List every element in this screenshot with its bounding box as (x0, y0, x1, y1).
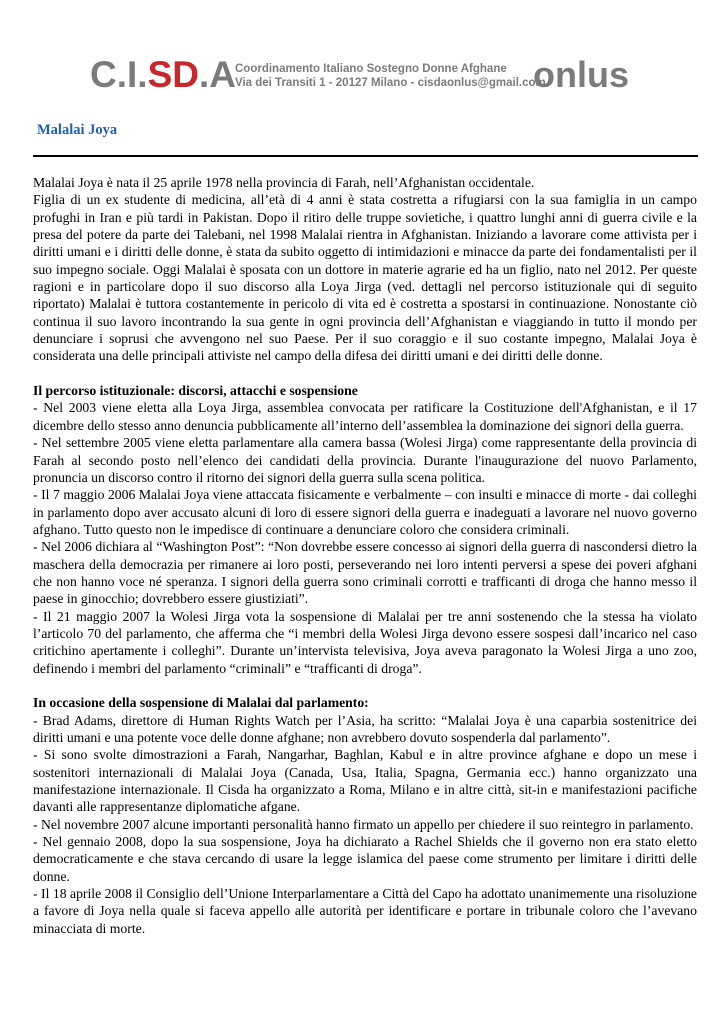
intro-paragraph: Figlia di un ex studente di medicina, all’età di 4 anni è stata costretta a rifugiarsi con la sua famiglia in un campo profughi in Iran e più tardi in Pakistan. Dopo il ritiro delle truppe sovietiche, i quattro lunghi anni di guerra civile e la presa del potere da parte dei Talebani, nel 1998 Malalai rientra in Afghanistan. Iniziando a lavorare come attivista per i diritti umani e i diritti delle donne, è stata da subito oggetto di intimidazioni e minacce da parte dei fondamentalisti per il suo impegno sociale. Oggi Malalai è sposata con un dottore in materie agrarie ed ha un figlio, nato nel 2012. Per queste ragioni e in particolare dopo il suo discorso alla Loya Jirga (ved. dettagli nel percorso istituzionale qui di seguito riportato) Malalai è tuttora costantemente in pericolo di vita ed è costretta a spostarsi in continuazione. Nonostante ciò continua il suo lavoro incontrando la sua gente in ogni provincia dell’Afghanistan e viaggiando in tutto il mondo per denunciare i soprusi che avvengono nel suo Paese. Per il suo coraggio e il suo costante impegno, Malalai Joya è considerata una delle principali attiviste nel campo della difesa dei diritti umani e dei diritti delle donne. (33, 192, 697, 364)
letterhead (90, 52, 650, 102)
org-info (235, 62, 546, 90)
list-item: - Il 7 maggio 2006 Malalai Joya viene attaccata fisicamente e verbalmente – con insulti e minacce di morte - dai colleghi in parlamento dopo aver accusato alcuni di loro di essere signori della guerra e inadeguati a lavorare nel nuovo governo afghano. Tutto questo non le impedisce di continuare a denunciare coloro che considera criminali. (33, 487, 697, 537)
cisda-logo (90, 54, 236, 96)
page-title: Malalai Joya (37, 122, 118, 138)
title-divider (33, 155, 698, 157)
list-item: - Nel settembre 2005 viene eletta parlamentare alla camera bassa (Wolesi Jirga) come rappresentante della provincia di Farah al secondo posto nell’elenco dei candidati della provincia. Durante l'inaugurazione del nuovo Parlamento, pronuncia un discorso contro il ritorno dei signori della guerra sulla scena politica. (33, 435, 697, 485)
list-item: - Nel 2003 viene eletta alla Loya Jirga, assemblea convocata per ratificare la Costituzione dell'Afghanistan, e il 17 dicembre dello stesso anno denuncia pubblicamente all’interno dell’assemblea la dominazione dei signori della guerra. (33, 400, 697, 433)
org-name: Coordinamento Italiano Sostegno Donne Afghane (235, 63, 507, 75)
paragraph-gap (33, 365, 697, 382)
document-body (33, 174, 697, 937)
list-item: - Brad Adams, direttore di Human Rights Watch per l’Asia, ha scritto: “Malalai Joya è una caparbia sostenitrice dei diritti umani e una potente voce delle donne afghane; non avrebbero dovuto sospenderla dal parlamento”. (33, 712, 697, 745)
onlus-mark: onlus (533, 54, 629, 95)
paragraph-gap (33, 677, 697, 694)
list-item: - Nel novembre 2007 alcune importanti personalità hanno firmato un appello per chiedere il suo reintegro in parlamento. (33, 816, 694, 832)
list-item: - Il 18 aprile 2008 il Consiglio dell’Unione Interparlamentare a Città del Capo ha adottato unanimemente una risoluzione a favore di Joya nella quale si faceva appello alle autorità per identificare e portare in tribunale coloro che l’avevano minacciata di morte. (33, 886, 697, 936)
list-item: - Nel gennaio 2008, dopo la sua sospensione, Joya ha dichiarato a Rachel Shields che il governo non era stato eletto democraticamente e che stava cercando di usare la legge islamica del paese come strumento per limitare i diritti delle donne. (33, 834, 697, 884)
logo-prefix: C.I. (90, 54, 148, 95)
logo-red-mark: SD (147, 54, 199, 95)
logo-suffix: .A (198, 54, 236, 95)
org-address: Via dei Transiti 1 - 20127 Milano - cisdaonlus@gmail.com (235, 77, 546, 89)
list-item: - Nel 2006 dichiara al “Washington Post”: “Non dovrebbe essere concesso ai signori della guerra di nascondersi dietro la maschera della democrazia per rimanere ai loro posti, perseverando nei loro intenti perversi a spese dei poveri afghani che non hanno voce né speranza. I signori della guerra sono criminali corrotti e trafficanti di droga che hanno messo il paese in ginocchio; dovrebbero essere giustiziati”. (33, 539, 697, 607)
list-item: - Si sono svolte dimostrazioni a Farah, Nangarhar, Baghlan, Kabul e in altre province afghane e dopo un mese i sostenitori internazionali di Malalai Joya (Canada, Usa, Italia, Spagna, Germania ecc.) hanno organizzato una manifestazione internazionale. Il Cisda ha organizzato a Roma, Milano e in altre città, sit-in e manifestazioni pacifiche davanti alle rappresentanze diplomatiche afgane. (33, 747, 697, 815)
intro-paragraph: Malalai Joya è nata il 25 aprile 1978 nella provincia di Farah, nell’Afghanistan occidentale. (33, 175, 535, 190)
section-heading: In occasione della sospensione di Malalai dal parlamento: (33, 695, 369, 711)
list-item: - Il 21 maggio 2007 la Wolesi Jirga vota la sospensione di Malalai per tre anni sostenendo che la stessa ha violato l’articolo 70 del parlamento, che afferma che “i membri della Wolesi Jirga devono essere sospesi dall’incarico nel caso critichino apertamente i colleghi”. Durante un’intervista televisiva, Joya aveva paragonato la Wolesi Jirga a uno zoo, definendo i membri del parlamento “criminali” e “trafficanti di droga”. (33, 608, 697, 676)
section-heading: Il percorso istituzionale: discorsi, attacchi e sospensione (33, 383, 358, 399)
